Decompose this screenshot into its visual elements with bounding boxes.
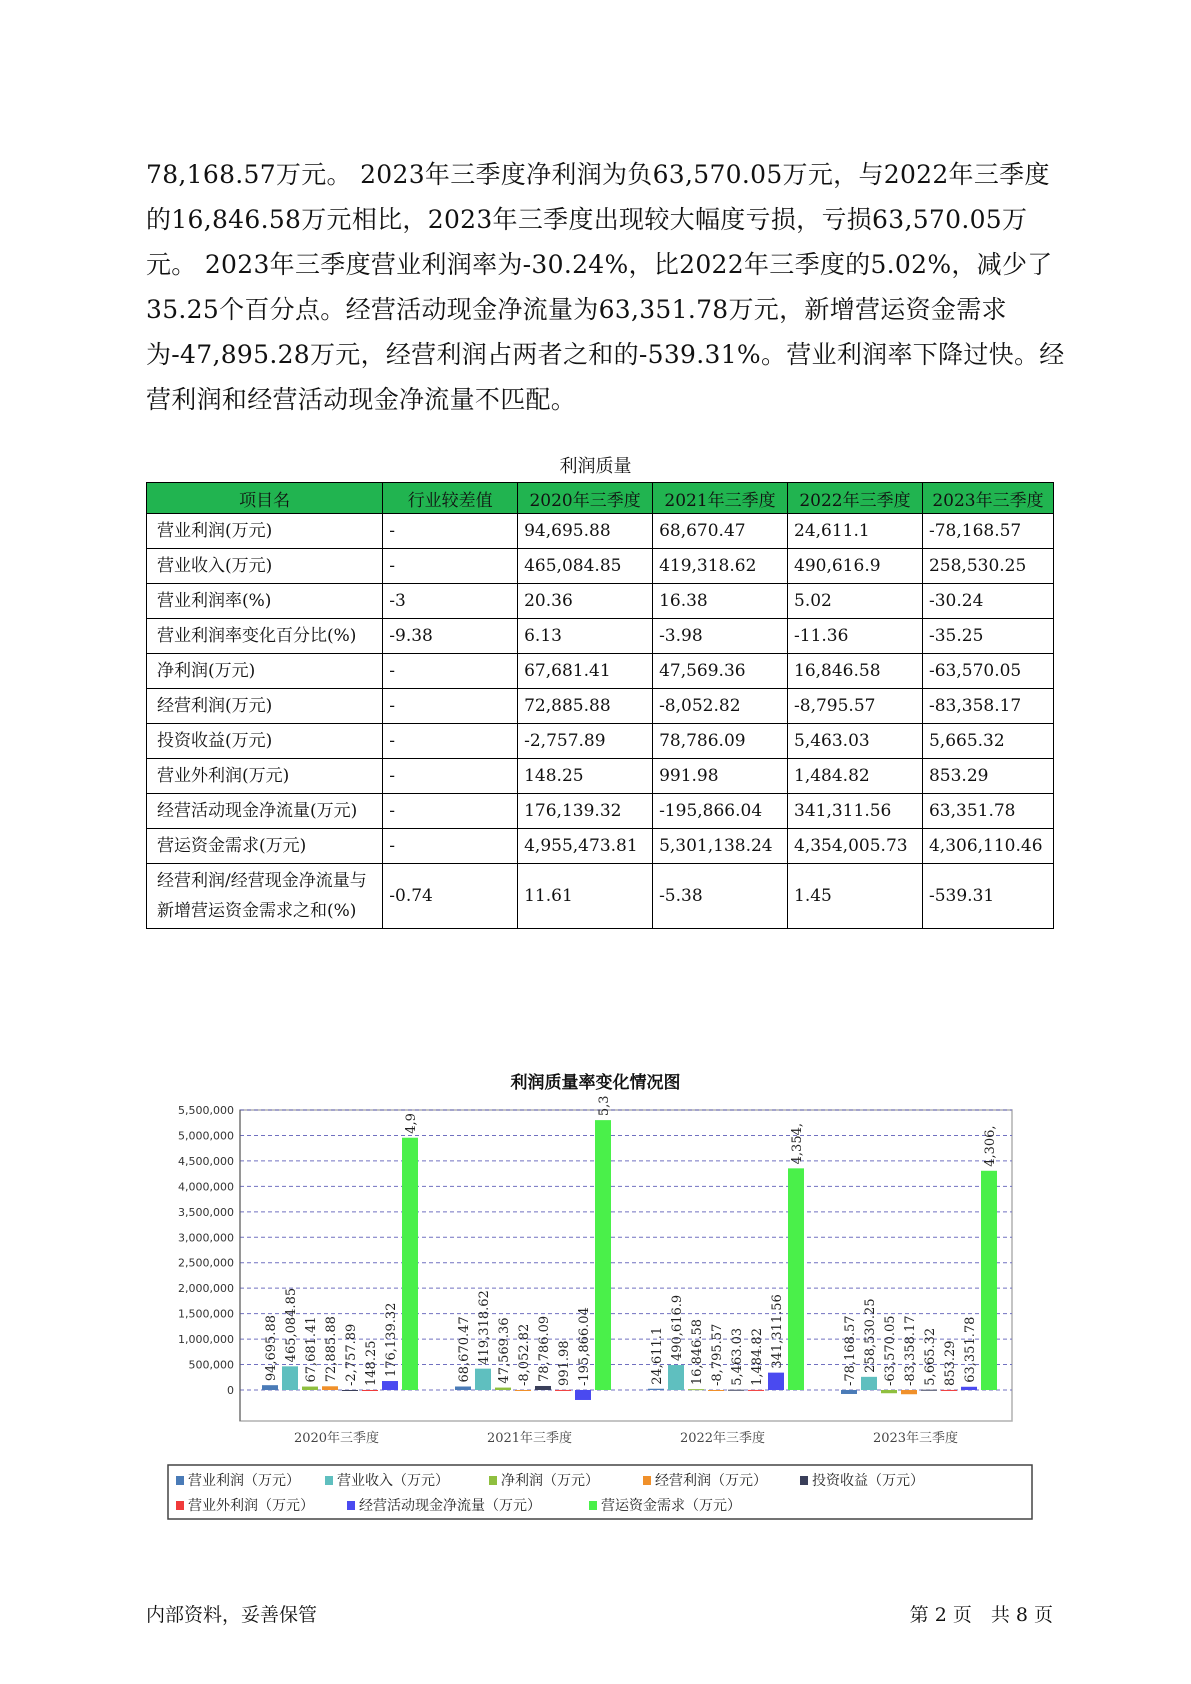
- bar: [728, 1390, 744, 1391]
- table-cell: -8,795.57: [788, 689, 923, 724]
- y-tick-label: 5,500,000: [178, 1104, 234, 1117]
- table-cell: 94,695.88: [518, 514, 653, 549]
- row-label: 净利润(万元): [147, 654, 383, 689]
- row-label: 营业利润率(%): [147, 584, 383, 619]
- data-label: 16,846.58: [690, 1318, 705, 1386]
- data-label: 47,569.36: [497, 1317, 512, 1384]
- table-cell: 24,611.1: [788, 514, 923, 549]
- chart-title: 利润质量率变化情况图: [510, 1073, 681, 1093]
- data-label: -63,570.05: [883, 1315, 898, 1386]
- bar: [515, 1390, 531, 1391]
- table-cell: -: [383, 654, 518, 689]
- data-label: 991.98: [557, 1340, 572, 1386]
- y-tick-label: 0: [227, 1384, 234, 1397]
- table-cell: -3: [383, 584, 518, 619]
- bar: [788, 1168, 804, 1390]
- table-cell: 148.25: [518, 759, 653, 794]
- data-label: 1,484.82: [750, 1328, 765, 1386]
- header-cell: 2022年三季度: [788, 483, 923, 514]
- y-tick-label: 3,500,000: [178, 1205, 234, 1219]
- legend-label: 投资收益（万元）: [812, 1473, 924, 1489]
- data-label: -2,757.89: [344, 1323, 359, 1386]
- bar: [981, 1171, 997, 1390]
- table-cell: -: [383, 689, 518, 724]
- legend-label: 经营活动现金净流量（万元）: [359, 1498, 541, 1514]
- bar: [475, 1369, 491, 1390]
- data-label: 24,611.1: [650, 1326, 665, 1385]
- header-cell: 项目名: [147, 483, 383, 514]
- table-cell: -: [383, 759, 518, 794]
- table-cell: 4,354,005.73: [788, 829, 923, 864]
- y-tick-label: 4,000,000: [178, 1180, 234, 1194]
- bar: [668, 1365, 684, 1390]
- y-tick-label: 1,500,000: [178, 1307, 234, 1321]
- legend-swatch: [489, 1476, 497, 1485]
- data-label: 341,311.56: [770, 1294, 785, 1369]
- data-label: -8,795.57: [710, 1323, 725, 1386]
- table-cell: 853.29: [922, 759, 1053, 794]
- legend-swatch: [589, 1501, 597, 1510]
- table-cell: -78,168.57: [922, 514, 1053, 549]
- bar: [322, 1386, 338, 1390]
- y-tick-label: 1,000,000: [178, 1333, 234, 1347]
- legend-swatch: [176, 1476, 184, 1485]
- legend-label: 营业利润（万元）: [188, 1473, 300, 1489]
- table-cell: -539.31: [922, 864, 1053, 929]
- table-cell: 991.98: [653, 759, 788, 794]
- row-label: 营业收入(万元): [147, 549, 383, 584]
- y-tick-label: 2,500,000: [178, 1256, 234, 1270]
- data-label: 176,139.32: [384, 1302, 399, 1378]
- bar: [342, 1390, 358, 1391]
- bar: [768, 1373, 784, 1390]
- table-cell: 72,885.88: [518, 689, 653, 724]
- legend-swatch: [643, 1476, 651, 1485]
- data-label: 78,786.09: [537, 1315, 552, 1382]
- table-cell: 5,463.03: [788, 724, 923, 759]
- table-cell: -2,757.89: [518, 724, 653, 759]
- bar: [841, 1390, 857, 1394]
- row-label: 经营活动现金净流量(万元): [147, 794, 383, 829]
- bar: [382, 1381, 398, 1390]
- data-label: 5,463.03: [730, 1327, 745, 1386]
- table-cell: 47,569.36: [653, 654, 788, 689]
- bar: [262, 1385, 278, 1390]
- table-cell: 11.61: [518, 864, 653, 929]
- table-cell: 5.02: [788, 584, 923, 619]
- table-cell: -8,052.82: [653, 689, 788, 724]
- table-cell: 78,786.09: [653, 724, 788, 759]
- row-label: 营业外利润(万元): [147, 759, 383, 794]
- header-cell: 2023年三季度: [922, 483, 1053, 514]
- header-cell: 2020年三季度: [518, 483, 653, 514]
- y-axis: [178, 1104, 240, 1421]
- row-label: 投资收益(万元): [147, 724, 383, 759]
- data-label: -8,052.82: [517, 1323, 532, 1386]
- table-cell: 176,139.32: [518, 794, 653, 829]
- header-cell: 行业较差值: [383, 483, 518, 514]
- table-title: 利润质量: [559, 456, 632, 477]
- legend-label: 净利润（万元）: [501, 1473, 599, 1489]
- table-cell: 1.45: [788, 864, 923, 929]
- row-label: 经营利润/经营现金净流量与新增营运资金需求之和(%): [147, 864, 383, 929]
- data-label: 5,3: [597, 1095, 612, 1117]
- data-label: 68,670.47: [457, 1316, 472, 1383]
- table-cell: -5.38: [653, 864, 788, 929]
- data-label: 4,9: [404, 1113, 419, 1134]
- table-cell: -195,866.04: [653, 794, 788, 829]
- bar: [861, 1377, 877, 1390]
- table-cell: 341,311.56: [788, 794, 923, 829]
- row-label: 营业利润(万元): [147, 514, 383, 549]
- table-cell: -: [383, 829, 518, 864]
- table-cell: 1,484.82: [788, 759, 923, 794]
- header-cell: 2021年三季度: [653, 483, 788, 514]
- table-cell: -: [383, 724, 518, 759]
- table-cell: 5,301,138.24: [653, 829, 788, 864]
- bar: [881, 1390, 897, 1393]
- data-label: 72,885.88: [324, 1316, 339, 1383]
- x-axis: [294, 1430, 958, 1446]
- bar: [688, 1389, 704, 1390]
- table-cell: -3.98: [653, 619, 788, 654]
- bar: [921, 1390, 937, 1391]
- table-cell: 5,665.32: [922, 724, 1053, 759]
- table-cell: -: [383, 794, 518, 829]
- data-label: 67,681.41: [304, 1316, 319, 1383]
- table-cell: -11.36: [788, 619, 923, 654]
- table-cell: -35.25: [922, 619, 1053, 654]
- table-cell: 419,318.62: [653, 549, 788, 584]
- y-tick-label: 5,000,000: [178, 1129, 234, 1143]
- legend: [176, 1472, 924, 1514]
- bar: [708, 1390, 724, 1391]
- table-cell: -63,570.05: [922, 654, 1053, 689]
- table-cell: 67,681.41: [518, 654, 653, 689]
- legend-label: 经营利润（万元）: [655, 1473, 767, 1489]
- bar: [302, 1387, 318, 1390]
- data-label: -195,866.04: [577, 1307, 592, 1386]
- data-label: 4,354,: [790, 1122, 805, 1165]
- table-cell: 258,530.25: [922, 549, 1053, 584]
- bar: [282, 1366, 298, 1390]
- x-tick-label: 2021年三季度: [486, 1431, 573, 1446]
- data-label: 148.25: [364, 1340, 379, 1386]
- legend-swatch: [325, 1476, 333, 1485]
- table-cell: 16.38: [653, 584, 788, 619]
- row-label: 营运资金需求(万元): [147, 829, 383, 864]
- y-tick-label: 2,000,000: [178, 1282, 234, 1296]
- data-label: -78,168.57: [843, 1315, 858, 1386]
- x-tick-label: 2023年三季度: [872, 1431, 959, 1446]
- y-tick-label: 4,500,000: [178, 1154, 234, 1168]
- bar: [648, 1389, 664, 1390]
- row-label: 营业利润率变化百分比(%): [147, 619, 383, 654]
- x-tick-label: 2020年三季度: [293, 1431, 380, 1446]
- bar: [901, 1390, 917, 1394]
- data-label: 63,351.78: [963, 1316, 978, 1383]
- legend-label: 营业外利润（万元）: [188, 1498, 314, 1514]
- data-label: 465,084.85: [284, 1287, 299, 1363]
- x-tick-label: 2022年三季度: [679, 1431, 766, 1446]
- legend-swatch: [347, 1501, 355, 1510]
- y-tick-label: 3,000,000: [178, 1231, 234, 1245]
- table-cell: 20.36: [518, 584, 653, 619]
- data-label: -83,358.17: [903, 1315, 918, 1386]
- table-cell: 68,670.47: [653, 514, 788, 549]
- footer-confidential: 内部资料，妥善保管: [146, 1604, 318, 1626]
- table-cell: -83,358.17: [922, 689, 1053, 724]
- table-cell: 6.13: [518, 619, 653, 654]
- data-label: 5,665.32: [923, 1327, 938, 1386]
- table-cell: -9.38: [383, 619, 518, 654]
- legend-label: 营运资金需求（万元）: [601, 1498, 741, 1514]
- table-cell: 490,616.9: [788, 549, 923, 584]
- bars: [262, 1095, 998, 1400]
- table-cell: -0.74: [383, 864, 518, 929]
- bar: [595, 1120, 611, 1390]
- summary-paragraph: 78,168.57万元。 2023年三季度净利润为负63,570.05万元，与2022年三季度的16,846.58万元相比，2023年三季度出现较大幅度亏损，亏损63,570.05万元。 2023年三季度营业利润率为-30.24%，比2022年三季度的5.02%，减少了35.25个百分点。经营活动现金净流量为63,351.78万元，新增营运资金需求为-47,895.28万元，经营利润占两者之和的-539.31%。营业利润率下降过快。经营利润和经营活动现金净流量不匹配。: [146, 160, 1065, 414]
- table-cell: 63,351.78: [922, 794, 1053, 829]
- table-cell: 4,955,473.81: [518, 829, 653, 864]
- bar: [961, 1387, 977, 1390]
- table-cell: 16,846.58: [788, 654, 923, 689]
- bar: [495, 1388, 511, 1390]
- legend-swatch: [800, 1476, 808, 1485]
- legend-swatch: [176, 1501, 184, 1510]
- table-cell: -30.24: [922, 584, 1053, 619]
- bar: [575, 1390, 591, 1400]
- bar: [455, 1387, 471, 1390]
- table-cell: -: [383, 549, 518, 584]
- table-cell: -: [383, 514, 518, 549]
- data-label: 4,306,: [983, 1125, 998, 1167]
- bar: [555, 1390, 571, 1391]
- y-tick-label: 500,000: [188, 1358, 234, 1372]
- bar: [535, 1386, 551, 1390]
- table-cell: 4,306,110.46: [922, 829, 1053, 864]
- bar: [402, 1138, 418, 1390]
- footer-page-number: 第 2 页 共 8 页: [909, 1604, 1053, 1626]
- bar: [941, 1390, 957, 1391]
- bar: [362, 1390, 378, 1391]
- row-label: 经营利润(万元): [147, 689, 383, 724]
- data-label: 853.29: [943, 1340, 958, 1386]
- data-label: 258,530.25: [863, 1298, 878, 1373]
- legend-label: 营业收入（万元）: [337, 1473, 449, 1489]
- table-cell: 465,084.85: [518, 549, 653, 584]
- data-label: 94,695.88: [264, 1315, 279, 1382]
- data-label: 419,318.62: [477, 1290, 492, 1365]
- data-label: 490,616.9: [670, 1294, 685, 1362]
- bar: [748, 1390, 764, 1391]
